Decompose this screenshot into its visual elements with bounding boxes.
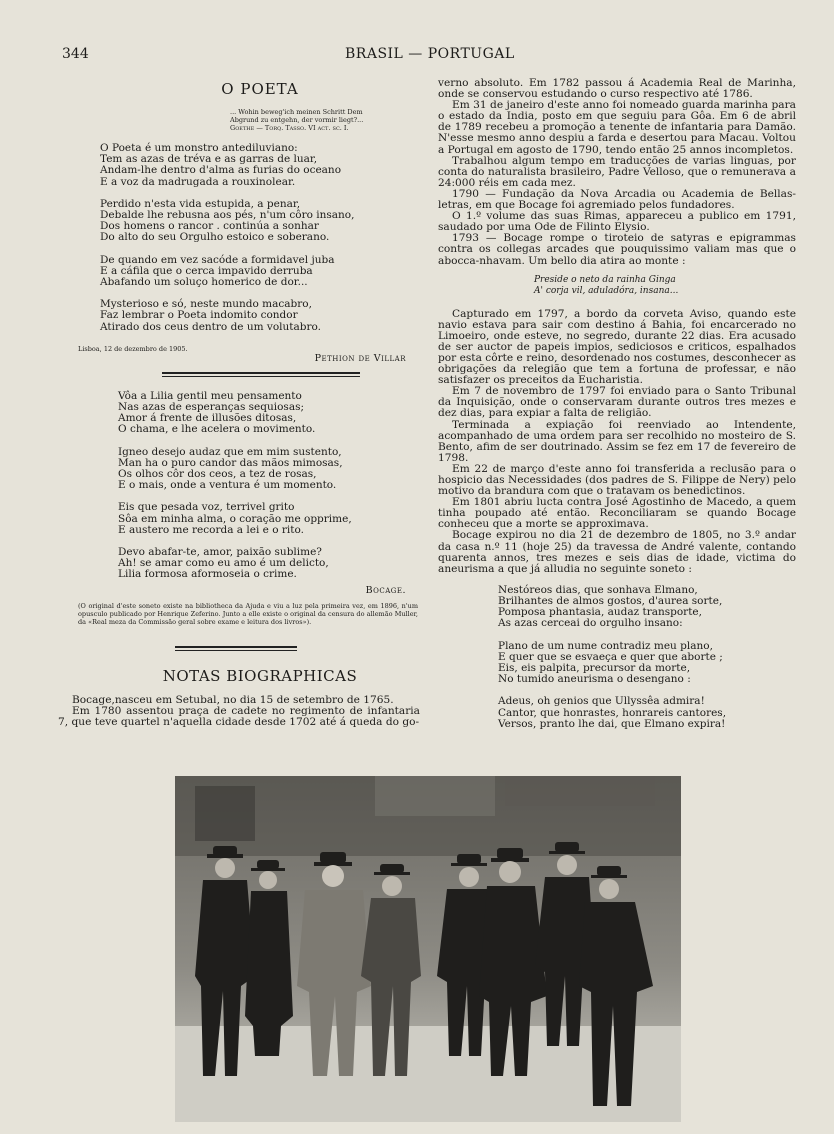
poem-dateline: Lisboa, 12 de dezembro de 1905.: [78, 344, 188, 353]
verse-line: Andam-lhe dentro d'alma as furias do oceano: [100, 164, 342, 177]
verse-line: Os olhos côr dos ceos, a tez de rosas,: [118, 468, 317, 481]
verse-line: E a voz da madrugada a rouxinolear.: [100, 175, 296, 188]
poem-stanza: [100, 255, 420, 289]
verse-line: No tumido aneurisma o desengano :: [498, 673, 691, 686]
verse-line: Devo abafar-te, amor, paixão sublime?: [118, 546, 322, 559]
verse-line: Dos homens o rancor . continúa a sonhar: [100, 220, 319, 233]
notas-title: NOTAS BIOGRAPHICAS: [162, 666, 358, 685]
final-sonnet: [498, 585, 796, 730]
sonnet-stanza: [118, 502, 420, 536]
verse-line: As azas cerceai do orgulho insano:: [498, 617, 683, 630]
verse-line: O Poeta é um monstro antediluviano:: [100, 142, 298, 154]
verse-line: Perdido n'esta vida estupida, a penar,: [100, 197, 301, 210]
paragraph: Bocage expirou no dia 21 de dezembro de 1805, no 3.º andar da casa n.º 11 (hoje 25) da travessa de André valente, contando quarenta annos, tres mezes e seis dias de idade, victima do aneurisma a que já alludia no seguinte soneto :: [438, 529, 796, 575]
verse-line: O chama, e lhe acelera o movimento.: [118, 423, 316, 436]
sonnet-stanza: [118, 547, 420, 581]
verse-line: Amor á frente de illusões ditosas,: [118, 412, 297, 425]
verse-line: Sôa em minha alma, o coração me opprime,: [118, 512, 352, 525]
left-column: [58, 80, 420, 728]
sonnet-footnote: (O original d'este soneto existe na bibliotheca da Ajuda e viu a luz pela primeira vez, em 1896, n'um opusculo publicado por Henrique Zeferino. Junto a elle existe o original da censura do allemão Muller, da «Real meza da Commissão geral sobre exame e leitura dos livros»).: [78, 601, 418, 626]
verse-line: Mysterioso e só, neste mundo macabro,: [100, 298, 312, 311]
paragraph: verno absoluto. Em 1782 passou á Academia Real de Marinha, onde se conservou estudando o curso respectivo até 1786.: [438, 77, 796, 101]
verse-line: Nestóreos dias, que sonhava Elmano,: [498, 583, 698, 596]
poem-stanza: [100, 199, 420, 244]
verse-line: Brilhantes de almos gostos, d'aurea sorte,: [498, 595, 723, 608]
poem-title: O POETA: [221, 80, 299, 98]
sonnet-stanza: [118, 391, 420, 436]
verse-line: Debalde lhe rebusna aos pés, n'um côro insano,: [100, 209, 355, 222]
poem-stanza: [100, 143, 420, 188]
group-photograph: [175, 776, 681, 1122]
verse-line: Abafando um soluço homerico de dor...: [100, 276, 308, 289]
epigraph-line: ... Wohin beweg'ich meinen Schritt Dem: [230, 108, 363, 116]
paragraph: Em 1801 abriu lucta contra José Agostinho de Macedo, a quem tinha poupado até então. Reconciliaram se quando Bocage conheceu que a morte se approximava.: [438, 496, 796, 531]
verse-line: Igneo desejo audaz que em mim sustento,: [118, 445, 342, 458]
verse-line: Tem as azas de tréva e as garras de luar,: [100, 153, 318, 166]
verse-line: E o mais, onde a ventura é um momento.: [118, 479, 337, 492]
verse-line: Nas azas de esperanças sequiosas;: [118, 401, 305, 414]
paragraph: Terminada a expiação foi reenviado ao Intendente, acompanhado de uma ordem para ser recolhido no mosteiro de S. Bento, afim de ser doutrinado. Assim se fez em 17 de fevereiro de 1798.: [438, 418, 796, 464]
right-column: [438, 78, 796, 730]
verse-line: Plano de um nume contradiz meu plano,: [498, 639, 713, 652]
paragraph: Em 7 de novembro de 1797 foi enviado para o Santo Tribunal da Inquisição, onde o conservaram durante outros tres mezes e dez dias, para expiar a falta de religião.: [438, 385, 796, 420]
satire-quote: [534, 275, 796, 297]
verse-line: Atirado dos ceus dentro de um volutabro.: [100, 320, 321, 333]
verse-line: E austero me recorda a lei e o rito.: [118, 523, 304, 536]
verse-line: Man ha o puro candor das mãos mimosas,: [118, 456, 343, 469]
verse-line: Eis que pesada voz, terrivel grito: [118, 501, 295, 514]
paragraph: Em 22 de março d'este anno foi transferida a reclusão para o hospicio das Necessidades (dos padres de S. Filippe de Nery) pelo motivo da brandura com que o tratavam os benedictinos.: [438, 462, 796, 498]
sonnet-stanza: [118, 447, 420, 492]
quote-line: A' corja vil, aduladóra, insana...: [534, 285, 679, 296]
notas-right-text-bottom: [438, 309, 796, 575]
paragraph: 1790 — Fundação da Nova Arcadia ou Academia de Bellas-letras, em que Bocage foi agremiado pelos fundadores.: [438, 187, 796, 212]
sonnet-author: Bocage.: [365, 584, 406, 596]
notas-right-text-top: [438, 78, 796, 267]
verse-line: Pomposa phantasia, audaz transporte,: [498, 606, 702, 619]
journal-title: BRASIL — PORTUGAL: [345, 46, 515, 62]
verse-line: De quando em vez sacóde a formidavel juba: [100, 253, 335, 266]
quote-line: Preside o neto da rainha Ginga: [534, 274, 676, 285]
verse-line: Versos, pranto lhe dai, que Elmano expira!: [498, 717, 726, 730]
verse-line: E a cáfila que o cerca impavido derruba: [100, 264, 313, 277]
paragraph: Em 31 de janeiro d'este anno foi nomeado guarda marinha para o estado da India, posto em que seguiu para Gôa. Em 6 de abril de 1789 recebeu a promoção a tenente de infantaria para Damão. N'esse mesmo anno despiu a farda e desertou para Macau. Voltou a Portugal em agosto de 1790, tendo então 25 annos incompletos.: [438, 99, 796, 156]
paragraph: O 1.º volume das suas Rimas, appareceu a publico em 1791, saudado por uma Ode de Filinto Elysio.: [438, 210, 796, 234]
verse-line: Vôa a Lilia gentil meu pensamento: [118, 389, 302, 402]
verse-line: Eis, eis palpita, precursor da morte,: [498, 662, 691, 675]
verse-line: Do alto do seu Orgulho estoico e soberano.: [100, 231, 330, 244]
epigraph-source: Goethe — Torq. Tasso. VI act. sc. I.: [230, 124, 349, 132]
paragraph: Capturado em 1797, a bordo da corveta Aviso, quando este navio estava para sair com destino á Bahia, foi encarcerado no Limoeiro, onde esteve, no segredo, durante 22 dias. Era acusado de ser auctor de papeis impios, sediciosos e criticos, espalhados por esta côrte e reino, desordenado nos costumes, desconhecer as obrigações da relegião que tem a fortuna de professar, e não satisfazer os preceitos da Eucharistia.: [438, 307, 796, 387]
poem-author: Pethion de Villar: [314, 352, 406, 364]
epigraph-line: Abgrund zu entgehn, der vormir liegt?...: [230, 116, 364, 124]
double-rule-divider: [175, 646, 297, 651]
verse-line: Adeus, oh genios que Ullyssêa admira!: [498, 695, 705, 708]
verse-line: E quer que se esvaeça e quer que aborte ;: [498, 650, 723, 663]
verse-line: Ah! se amar como eu amo é um delicto,: [118, 557, 329, 570]
verse-line: Lilia formosa aformoseia o crime.: [118, 568, 297, 581]
group-photo-illustration: [175, 776, 681, 1122]
page-number: 344: [62, 46, 89, 62]
paragraph: Em 1780 assentou praça de cadete no regimento de infantaria 7, que teve quartel n'aquella cidade desde 1702 até á queda do go-: [58, 704, 420, 728]
verse-line: Faz lembrar o Poeta indomito condor: [100, 309, 298, 322]
paragraph: Bocage,nasceu em Setubal, no dia 15 de setembro de 1765.: [72, 693, 394, 706]
paragraph: Trabalhou algum tempo em traducções de varias linguas, por conta do naturalista brasileiro, Padre Velloso, que o remunerava a 24:000 réis em cada mez.: [438, 154, 796, 189]
verse-line: Cantor, que honrastes, honrareis cantores,: [498, 706, 727, 719]
paragraph: 1793 — Bocage rompe o tiroteio de satyras e epigrammas contra os collegas arcades que pouquissimo valiam mas que o abocca-nhavam. Um bello dia atira ao monte :: [438, 232, 796, 267]
notas-left-text: [58, 695, 420, 728]
poem-epigraph: [230, 108, 420, 132]
poem-stanza: [100, 299, 420, 333]
